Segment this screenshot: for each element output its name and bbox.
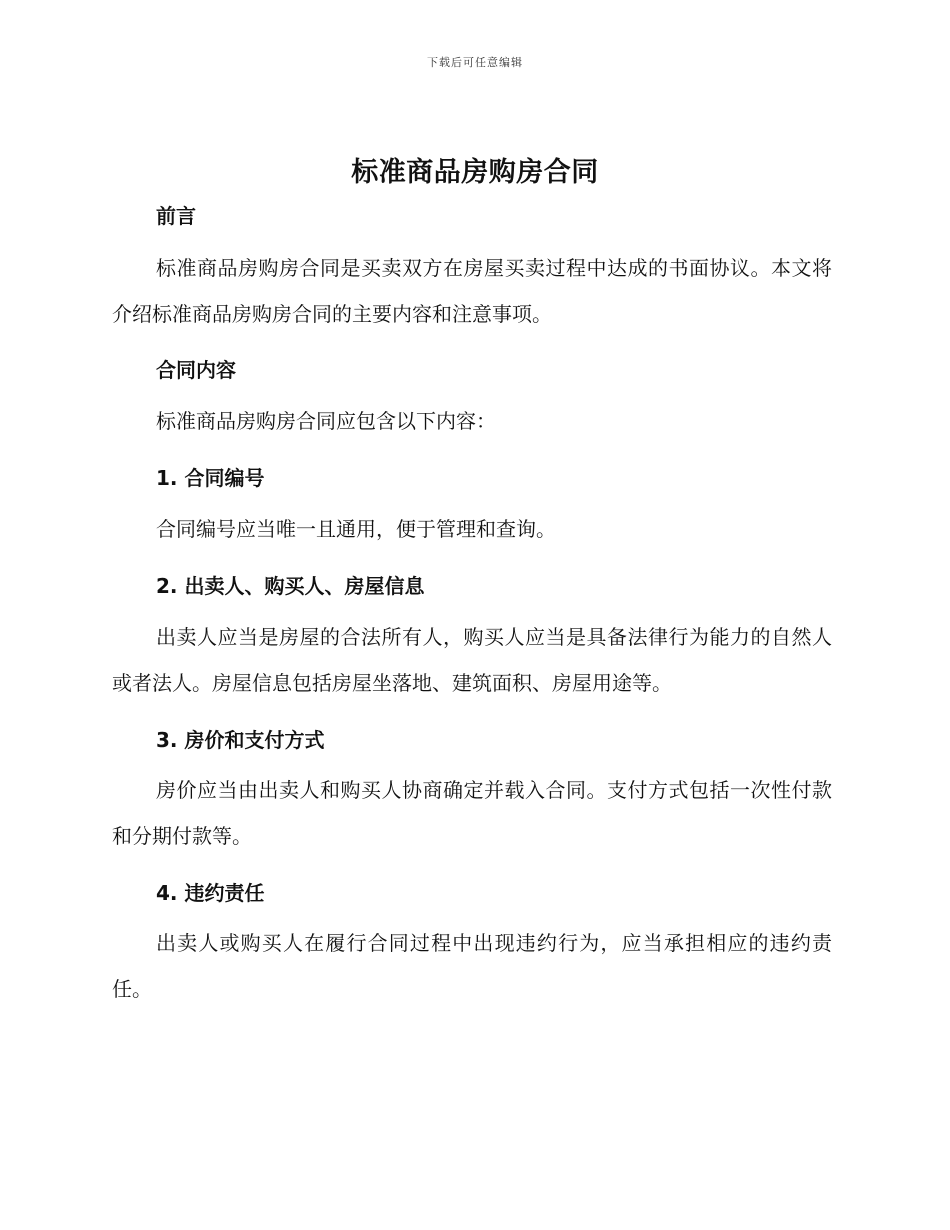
preface-paragraph: 标准商品房购房合同是买卖双方在房屋买卖过程中达成的书面协议。本文将介绍标准商品房购房合同的主要内容和注意事项。: [112, 256, 832, 326]
item4-heading: 4. 违约责任: [156, 881, 265, 905]
item3-heading: 3. 房价和支付方式: [156, 728, 325, 752]
item4-paragraph: 出卖人或购买人在履行合同过程中出现违约行为，应当承担相应的违约责任。: [112, 931, 832, 1001]
item1-paragraph: 合同编号应当唯一且通用，便于管理和查询。: [156, 517, 556, 541]
item2-heading: 2. 出卖人、购买人、房屋信息: [156, 574, 425, 598]
content-intro-paragraph: 标准商品房购房合同应包含以下内容：: [156, 409, 496, 433]
item3-paragraph: 房价应当由出卖人和购买人协商确定并载入合同。支付方式包括一次性付款和分期付款等。: [112, 778, 832, 848]
item2-paragraph: 出卖人应当是房屋的合法所有人，购买人应当是具备法律行为能力的自然人或者法人。房屋信息包括房屋坐落地、建筑面积、房屋用途等。: [112, 625, 832, 695]
item1-heading: 1. 合同编号: [156, 466, 265, 490]
content-heading: 合同内容: [156, 358, 236, 382]
header-note: 下载后可任意编辑: [427, 56, 523, 69]
preface-heading: 前言: [156, 204, 196, 228]
document-title: 标准商品房购房合同: [351, 157, 599, 188]
